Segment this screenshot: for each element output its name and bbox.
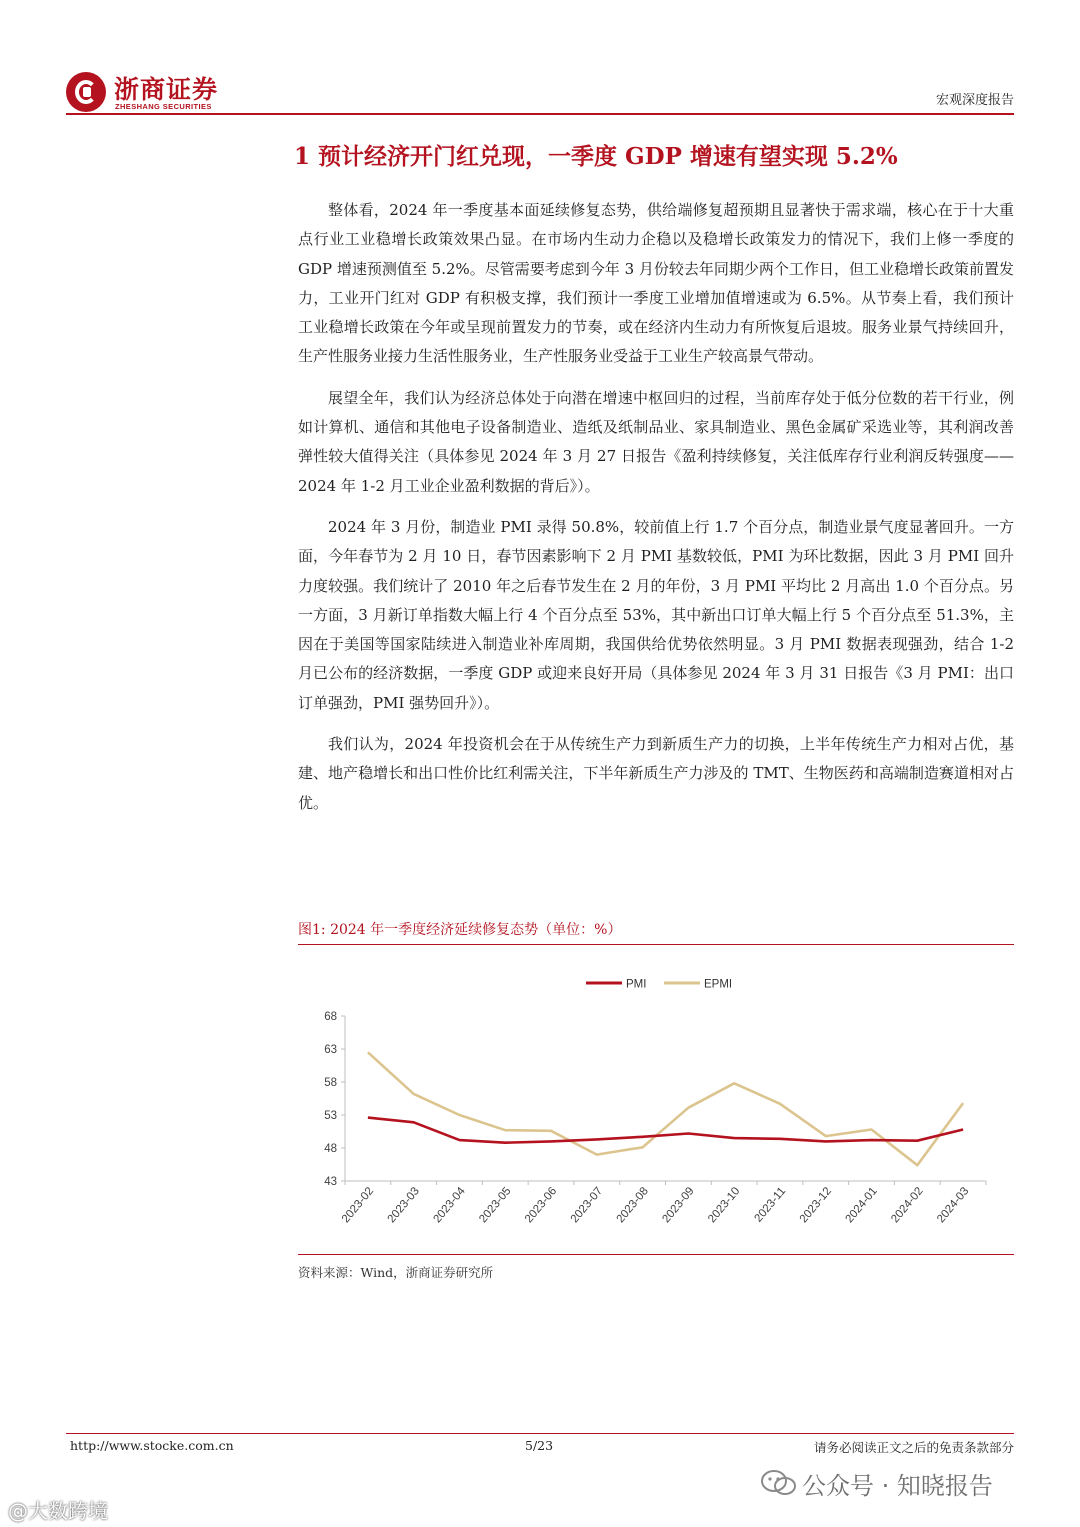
pmi-line-chart [298, 948, 1014, 1252]
figure-caption: 图1: 2024 年一季度经济延续修复态势（单位：%） [298, 922, 622, 938]
legend-label-pmi: PMI [626, 978, 647, 991]
paragraph-1: 整体看，2024 年一季度基本面延续修复态势，供给端修复超预期且显著快于需求端，核心在于十大重点行业工业稳增长政策效果凸显。在市场内生动力企稳以及稳增长政策发力的情况下，我们上修一季度的 GDP 增速预测值至 5.2%。尽管需要考虑到今年 3 月份较去年同期少两个工作日，但工业稳增长政策前置发力，工业开门红对 GDP 有积极支撑，我们预计一季度工业增加值增速或为 6.5%。从节奏上看，我们预计工业稳增长政策在今年或呈现前置发力的节奏，或在经济内生动力有所恢复后退坡。服务业景气持续回升，生产性服务业接力生活性服务业，生产性服务业受益于工业生产较高景气带动。 [298, 201, 1014, 366]
wechat-icon [760, 1468, 798, 1498]
x-tick-label: 2023-05 [477, 1185, 514, 1226]
y-tick-label: 58 [324, 1077, 337, 1089]
logo-text-cn: 浙商证券 [114, 75, 219, 104]
x-tick-label: 2023-09 [660, 1185, 697, 1226]
footer-divider [66, 1433, 1014, 1434]
watermark-source: @大数跨境 [8, 1499, 108, 1523]
x-tick-label: 2024-01 [843, 1185, 880, 1226]
figure-top-rule [298, 944, 1014, 945]
x-tick-label: 2023-07 [568, 1185, 606, 1226]
x-tick-label: 2023-06 [523, 1185, 560, 1226]
x-tick-label: 2023-11 [752, 1185, 789, 1225]
y-tick-label: 48 [324, 1143, 337, 1155]
footer-disclaimer: 请务必阅读正文之后的免责条款部分 [813, 1440, 1014, 1455]
figure-bottom-rule [298, 1254, 1014, 1255]
footer-url-link[interactable]: http://www.stocke.com.cn [70, 1438, 234, 1453]
paragraph-2: 展望全年，我们认为经济总体处于向潜在增速中枢回归的过程，当前库存处于低分位数的若干行业，例如计算机、通信和其他电子设备制造业、造纸及纸制品业、家具制造业、黑色金属矿采选业等，其利润改善弹性较大值得关注（具体参见 2024 年 3 月 27 日报告《盈利持续修复，关注低库存行业利润反转强度——2024 年 1-2 月工业企业盈利数据的背后》）。 [298, 388, 1014, 495]
paragraph-3: 2024 年 3 月份，制造业 PMI 录得 50.8%，较前值上行 1.7 个百分点，制造业景气度显著回升。一方面，今年春节为 2 月 10 日，春节因素影响下 2 月 PMI 基数较低，PMI 为环比数据，因此 3 月 PMI 回升力度较强。我们统计了 2010 年之后春节发生在 2 月的年份，3 月 PMI 平均比 2 月高出 1.0 个百分点。另一方面，3 月新订单指数大幅上行 4 个百分点至 53%，其中新出口订单大幅上行 5 个百分点至 51.3%，主因在于美国等国家陆续进入制造业补库周期，我国供给优势依然明显。3 月 PMI 数据表现强劲，结合 1-2 月已公布的经济数据，一季度 GDP 或迎来良好开局（具体参见 2024 年 3 月 31 日报告《3 月 PMI：出口订单强劲，PMI 强势回升》）。 [298, 517, 1014, 712]
x-tick-label: 2023-12 [797, 1185, 835, 1226]
x-tick-label: 2023-02 [339, 1185, 377, 1226]
figure-source: 资料来源：Wind，浙商证券研究所 [298, 1265, 494, 1280]
x-tick-label: 2023-10 [706, 1185, 743, 1226]
y-tick-label: 53 [324, 1110, 337, 1122]
watermark-wechat-account: 公众号 · 知晓报告 [802, 1472, 993, 1500]
logo-text-en: ZHESHANG SECURITIES [115, 102, 212, 111]
company-logo [66, 70, 236, 118]
page-number: 5/23 [525, 1438, 554, 1453]
x-tick-label: 2024-02 [889, 1185, 926, 1226]
body-text [298, 196, 1014, 830]
y-tick-label: 63 [324, 1044, 337, 1056]
paragraph-4: 我们认为，2024 年投资机会在于从传统生产力到新质生产力的切换，上半年传统生产力相对占优，基建、地产稳增长和出口性价比红利需关注，下半年新质生产力涉及的 TMT、生物医药和高端制造赛道相对占优。 [298, 735, 1014, 812]
y-tick-label: 43 [324, 1176, 337, 1188]
section-title: 1 预计经济开门红兑现，一季度 GDP 增速有望实现 5.2% [294, 143, 898, 170]
logo-mark-icon [66, 72, 106, 112]
legend-label-epmi: EPMI [704, 978, 733, 991]
series-line-epmi [368, 1052, 963, 1165]
y-tick-label: 68 [324, 1011, 337, 1023]
x-tick-label: 2023-04 [431, 1185, 468, 1226]
header-divider [66, 113, 1014, 115]
x-tick-label: 2023-03 [385, 1185, 422, 1226]
chart-canvas [298, 948, 1014, 1252]
x-tick-label: 2023-08 [614, 1185, 651, 1226]
report-type-label: 宏观深度报告 [935, 93, 1014, 108]
x-tick-label: 2024-03 [935, 1185, 972, 1226]
